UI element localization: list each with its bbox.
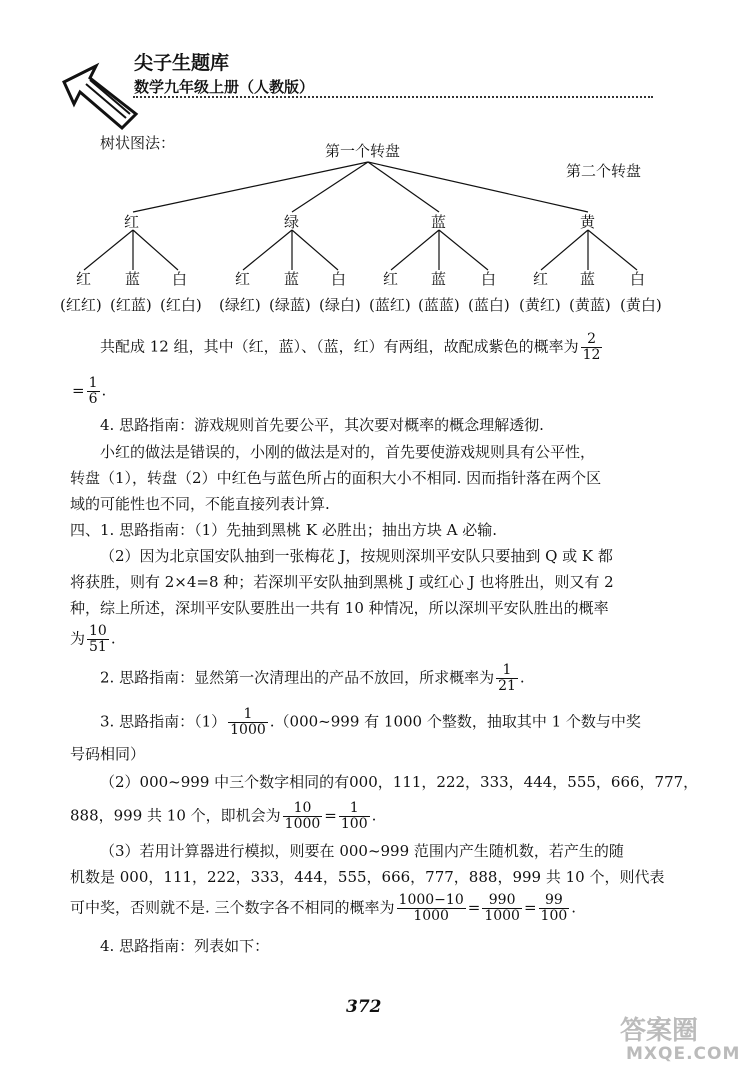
tree-leaf-node: 红 [533, 270, 549, 288]
fraction: $\frac{1}{21}$ [498, 662, 516, 694]
tree-leaf-node: 蓝 [580, 270, 596, 288]
text-line: 为 $\frac{10}{51}$ . [70, 623, 116, 655]
text-line: 将获胜，则有 2×4=8 种；若深圳平安队抽到黑桃 J 或红心 J 也将胜出，则又有 2 [70, 573, 614, 591]
fraction: $\frac{10}{51}$ [89, 623, 107, 655]
text-line: （2）因为北京国安队抽到一张梅花 J，按规则深圳平安队只要抽到 Q 或 K 都 [100, 547, 613, 565]
tree-branch-line [243, 230, 292, 270]
fraction: $\frac{2}{12}$ [582, 331, 601, 363]
watermark-logo: 答案圈 [620, 1016, 699, 1046]
tree-pair: (蓝白) [468, 296, 510, 314]
tree-pair: (绿白) [319, 296, 361, 314]
tree-level1-node: 黄 [580, 213, 596, 231]
text-line: = $\frac{1}{6}$ . [72, 375, 107, 407]
tree-branch-line [84, 230, 133, 270]
tree-leaf-node: 白 [331, 270, 347, 288]
text-line: 4. 思路指南：游戏规则首先要公平，其次要对概率的概念理解透彻. [100, 416, 544, 434]
watermark-url: MXQE.COM [626, 1044, 741, 1064]
tree-leaf-node: 白 [630, 270, 646, 288]
tree-level1-node: 红 [124, 213, 140, 231]
text-line: 888，999 共 10 个，即机会为 $\frac{10}{1000}$ = $\frac{1}{100}$ . [70, 800, 377, 832]
tree-pair: (绿红) [219, 296, 261, 314]
text-line: 小红的做法是错误的，小刚的做法是对的，首先要使游戏规则具有公平性， [100, 443, 596, 461]
tree-level1-node: 蓝 [431, 213, 447, 231]
tree-leaf-node: 红 [235, 270, 251, 288]
text-line: 共配成 12 组，其中（红，蓝）、（蓝，红）有两组，故配成紫色的概率为 $\frac{2}{12}$ [100, 331, 601, 363]
tree-leaf-node: 蓝 [284, 270, 300, 288]
text-line: 3. 思路指南：（1） $\frac{1}{1000}$ .（000~999 有 1000 个整数，抽取其中 1 个数与中奖 [100, 706, 641, 738]
tree-pair: (黄红) [519, 296, 561, 314]
tree-leaf-node: 蓝 [431, 270, 447, 288]
fraction: $\frac{990}{1000}$ [484, 892, 520, 924]
book-title: 尖子生题库 [134, 52, 230, 74]
tree-method-label: 树状图法： [100, 134, 176, 152]
tree-leaf-node: 白 [172, 270, 188, 288]
text-line: 2. 思路指南：显然第一次清理出的产品不放回，所求概率为 $\frac{1}{21}$ . [100, 662, 525, 694]
tree-leaf-node: 红 [383, 270, 399, 288]
text-line: 域的可能性也不同，不能直接列表计算. [70, 495, 330, 513]
text-line: （2）000~999 中三个数字相同的有000，111，222，333，444，555，666，777， [100, 773, 699, 791]
tree-root-label: 第一个转盘 [325, 142, 401, 160]
text-line: （3）若用计算器进行模拟，则要在 000~999 范围内产生随机数，若产生的随 [100, 842, 624, 860]
tree-pair: (黄白) [620, 296, 662, 314]
page-number: 372 [346, 997, 382, 1017]
tree-second-label: 第二个转盘 [566, 162, 642, 180]
book-subtitle: 数学九年级上册（人教版） [134, 78, 315, 96]
fraction: $\frac{1}{100}$ [340, 800, 368, 832]
fraction: $\frac{10}{1000}$ [284, 800, 321, 832]
tree-leaf-node: 红 [76, 270, 92, 288]
tree-branch-line [133, 162, 368, 212]
tree-branch-line [368, 162, 588, 212]
tree-pair: (红白) [160, 296, 202, 314]
text-line: 转盘（1），转盘（2）中红色与蓝色所占的面积大小不相同. 因而指针落在两个区 [70, 469, 602, 487]
fraction: $\frac{1}{6}$ [88, 375, 98, 407]
text-line: 四、1. 思路指南：（1）先抽到黑桃 K 必胜出；抽出方块 A 必输. [70, 521, 498, 539]
fraction: $\frac{99}{100}$ [540, 892, 568, 924]
tree-leaf-node: 蓝 [125, 270, 141, 288]
tree-branch-line [133, 230, 178, 270]
tree-pair: (红红) [60, 296, 102, 314]
tree-branch-line [541, 230, 588, 270]
text-line: 可中奖，否则就不是. 三个数字各不相同的概率为 $\frac{1000-10}{1000}$ = $\frac{990}{1000}$ = $\frac{99}{100}$ . [70, 892, 577, 924]
tree-branch-line [439, 230, 488, 270]
fraction: $\frac{1000-10}{1000}$ [398, 892, 464, 924]
text-line: 号码相同） [70, 745, 146, 763]
text-line: 种，综上所述，深圳平安队要胜出一共有 10 种情况，所以深圳平安队胜出的概率 [70, 599, 609, 617]
tree-branch-line [292, 230, 338, 270]
text-line: 机数是 000，111，222，333，444，555，666，777，888，999 共 10 个，则代表 [70, 868, 665, 886]
text-line: 4. 思路指南：列表如下： [100, 937, 270, 955]
tree-pair: (绿蓝) [269, 296, 311, 314]
tree-pair: (红蓝) [110, 296, 152, 314]
fraction: $\frac{1}{1000}$ [230, 706, 266, 738]
tree-branch-line [391, 230, 439, 270]
tree-branch-line [588, 230, 637, 270]
tree-level1-node: 绿 [284, 213, 300, 231]
tree-pair: (黄蓝) [569, 296, 611, 314]
tree-pair: (蓝红) [369, 296, 411, 314]
tree-pair: (蓝蓝) [418, 296, 460, 314]
tree-leaf-node: 白 [481, 270, 497, 288]
